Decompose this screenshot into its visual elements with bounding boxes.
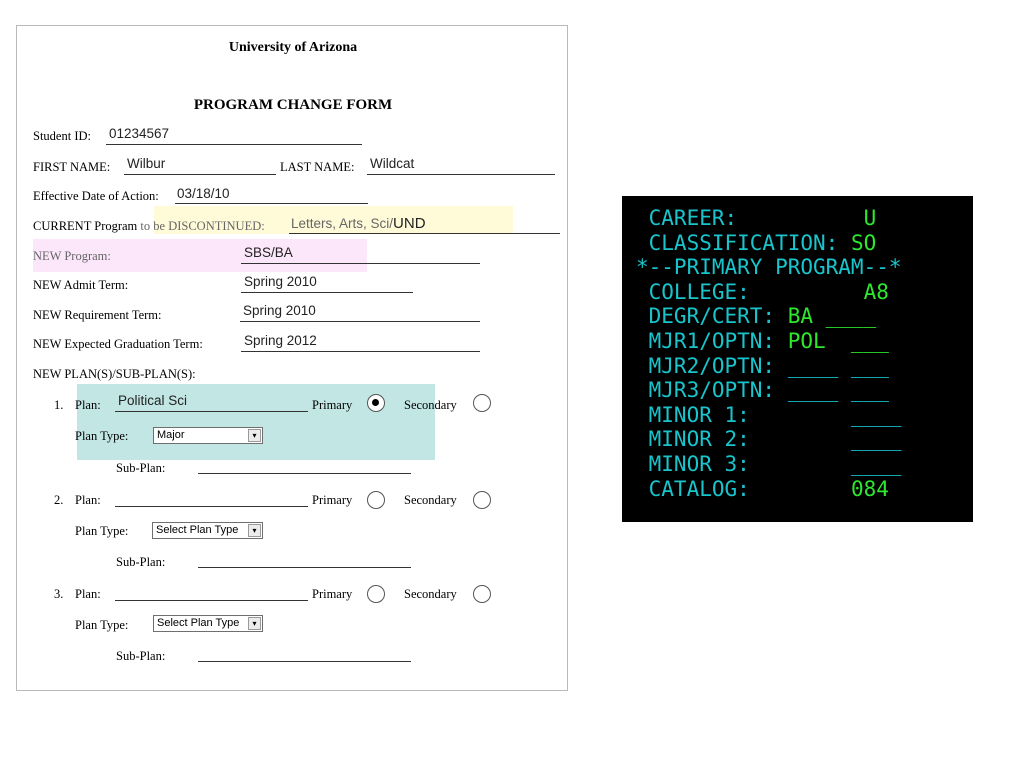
- plan-3-subplan-line[interactable]: [198, 661, 411, 662]
- plan-2-type-label: Plan Type:: [75, 524, 129, 538]
- plan-1-subplan-label: Sub-Plan:: [116, 461, 166, 475]
- effective-date-value[interactable]: 03/18/10: [177, 186, 230, 201]
- plan-2-label: Plan:: [75, 493, 101, 507]
- new-requirement-term-label: NEW Requirement Term:: [33, 308, 162, 322]
- new-requirement-term-line: [240, 321, 480, 322]
- terminal-segment: BA ____: [775, 304, 877, 329]
- terminal-line: [636, 280, 889, 304]
- terminal-segment: MJR1/OPTN:: [636, 328, 776, 353]
- last-name-line: [367, 174, 555, 175]
- terminal-segment: MJR2/OPTN: ____ ___: [636, 353, 889, 378]
- terminal-segment: MINOR 3: ____: [636, 451, 902, 476]
- terminal-line: [636, 255, 902, 279]
- new-requirement-term-value[interactable]: Spring 2010: [243, 303, 316, 318]
- terminal-segment: 084: [749, 476, 889, 501]
- plan-2-type-value: Select Plan Type: [156, 524, 239, 536]
- plan-3-type-select[interactable]: [153, 615, 263, 632]
- plan-3-type-label: Plan Type:: [75, 618, 129, 632]
- plan-1-secondary-radio[interactable]: [473, 394, 491, 412]
- plan-1-type-label: Plan Type:: [75, 429, 129, 443]
- terminal-line: [636, 452, 902, 476]
- terminal-screen: [622, 196, 973, 522]
- current-program-label-discontinued: to be DISCONTINUED:: [140, 219, 265, 233]
- plan-1-primary-radio[interactable]: [367, 394, 385, 412]
- plan-2-primary-label: Primary: [312, 493, 353, 507]
- terminal-line: [636, 378, 889, 402]
- current-program-line: [289, 233, 560, 234]
- terminal-line: [636, 329, 889, 353]
- plan-2-subplan-line[interactable]: [198, 567, 411, 568]
- terminal-line: [636, 206, 876, 230]
- terminal-segment: MINOR 2: ____: [636, 427, 902, 452]
- terminal-line: [636, 427, 902, 451]
- student-id-label: Student ID:: [33, 129, 91, 143]
- plan-2-number: 2.: [54, 493, 64, 507]
- terminal-text: [636, 206, 902, 501]
- plan-2-type-select[interactable]: [152, 522, 263, 539]
- new-program-value[interactable]: SBS/BA: [244, 245, 293, 260]
- terminal-segment: *--PRIMARY PROGRAM--*: [636, 255, 902, 280]
- university-name: University of Arizona: [228, 40, 358, 55]
- first-name-value[interactable]: Wilbur: [127, 156, 166, 171]
- terminal-segment: COLLEGE:: [636, 279, 750, 304]
- current-program-label: [33, 219, 265, 234]
- new-admit-term-value[interactable]: Spring 2010: [244, 274, 317, 289]
- new-admit-term-line: [241, 292, 413, 293]
- chevron-down-icon: ▾: [248, 617, 261, 630]
- plan-1-type-value: Major: [157, 429, 185, 441]
- new-grad-term-label: NEW Expected Graduation Term:: [33, 337, 203, 351]
- new-program-label: NEW Program:: [33, 249, 111, 263]
- terminal-line: [636, 304, 876, 328]
- plan-1-secondary-label: Secondary: [404, 398, 457, 412]
- terminal-segment: POL ___: [775, 328, 889, 353]
- plan-3-line[interactable]: [115, 600, 308, 601]
- plan-3-subplan-label: Sub-Plan:: [116, 649, 166, 663]
- plan-1-type-select[interactable]: [153, 427, 263, 444]
- form-title: PROGRAM CHANGE FORM: [193, 97, 393, 113]
- terminal-line: [636, 231, 876, 255]
- plan-2-secondary-radio[interactable]: [473, 491, 491, 509]
- plans-heading: NEW PLAN(S)/SUB-PLAN(S):: [33, 367, 196, 381]
- last-name-label: LAST NAME:: [280, 160, 355, 174]
- terminal-segment: A8: [749, 279, 889, 304]
- current-program-value[interactable]: [291, 215, 426, 232]
- terminal-line: [636, 477, 889, 501]
- terminal-segment: CATALOG:: [636, 476, 750, 501]
- plan-1-primary-radio-dot: [372, 399, 379, 406]
- plan-2-primary-radio[interactable]: [367, 491, 385, 509]
- terminal-segment: CLASSIFICATION:: [636, 230, 839, 255]
- terminal-segment: MINOR 1: ____: [636, 402, 902, 427]
- effective-date-label: Effective Date of Action:: [33, 189, 159, 203]
- new-admit-term-label: NEW Admit Term:: [33, 278, 129, 292]
- new-grad-term-value[interactable]: Spring 2012: [244, 333, 317, 348]
- plan-3-type-value: Select Plan Type: [157, 617, 240, 629]
- chevron-down-icon: ▾: [248, 429, 261, 442]
- student-id-line: [106, 144, 362, 145]
- plan-1-primary-label: Primary: [312, 398, 353, 412]
- terminal-segment: SO: [838, 230, 877, 255]
- last-name-value[interactable]: Wildcat: [370, 156, 415, 171]
- plan-1-label: Plan:: [75, 398, 101, 412]
- terminal-line: [636, 403, 902, 427]
- terminal-segment: U: [737, 206, 877, 230]
- effective-date-line: [175, 203, 368, 204]
- terminal-segment: MJR3/OPTN: ____ ___: [636, 378, 889, 403]
- first-name-label: FIRST NAME:: [33, 160, 111, 174]
- current-program-label-text: CURRENT Program: [33, 219, 138, 233]
- chevron-down-icon: ▾: [248, 524, 261, 537]
- current-program-value-text: Letters, Arts, Sci/: [291, 216, 394, 231]
- plan-1-value[interactable]: Political Sci: [118, 393, 188, 408]
- terminal-segment: DEGR/CERT:: [636, 304, 776, 329]
- plan-3-primary-label: Primary: [312, 587, 353, 601]
- plan-3-primary-radio[interactable]: [367, 585, 385, 603]
- plan-1-number: 1.: [54, 398, 64, 412]
- terminal-line: [636, 354, 889, 378]
- plan-2-line[interactable]: [115, 506, 308, 507]
- plan-2-secondary-label: Secondary: [404, 493, 457, 507]
- terminal-segment: CAREER:: [636, 206, 738, 230]
- plan-1-line: [115, 411, 308, 412]
- plan-3-number: 3.: [54, 587, 64, 601]
- plan-3-secondary-label: Secondary: [404, 587, 457, 601]
- new-program-line: [241, 263, 480, 264]
- plan-3-label: Plan:: [75, 587, 101, 601]
- program-change-form: [16, 25, 568, 691]
- first-name-line: [124, 174, 276, 175]
- student-id-value[interactable]: 01234567: [109, 126, 170, 141]
- plan-1-subplan-line[interactable]: [198, 473, 411, 474]
- plan-2-subplan-label: Sub-Plan:: [116, 555, 166, 569]
- plan-3-secondary-radio[interactable]: [473, 585, 491, 603]
- current-program-value-suffix: UND: [393, 215, 426, 232]
- new-grad-term-line: [241, 351, 480, 352]
